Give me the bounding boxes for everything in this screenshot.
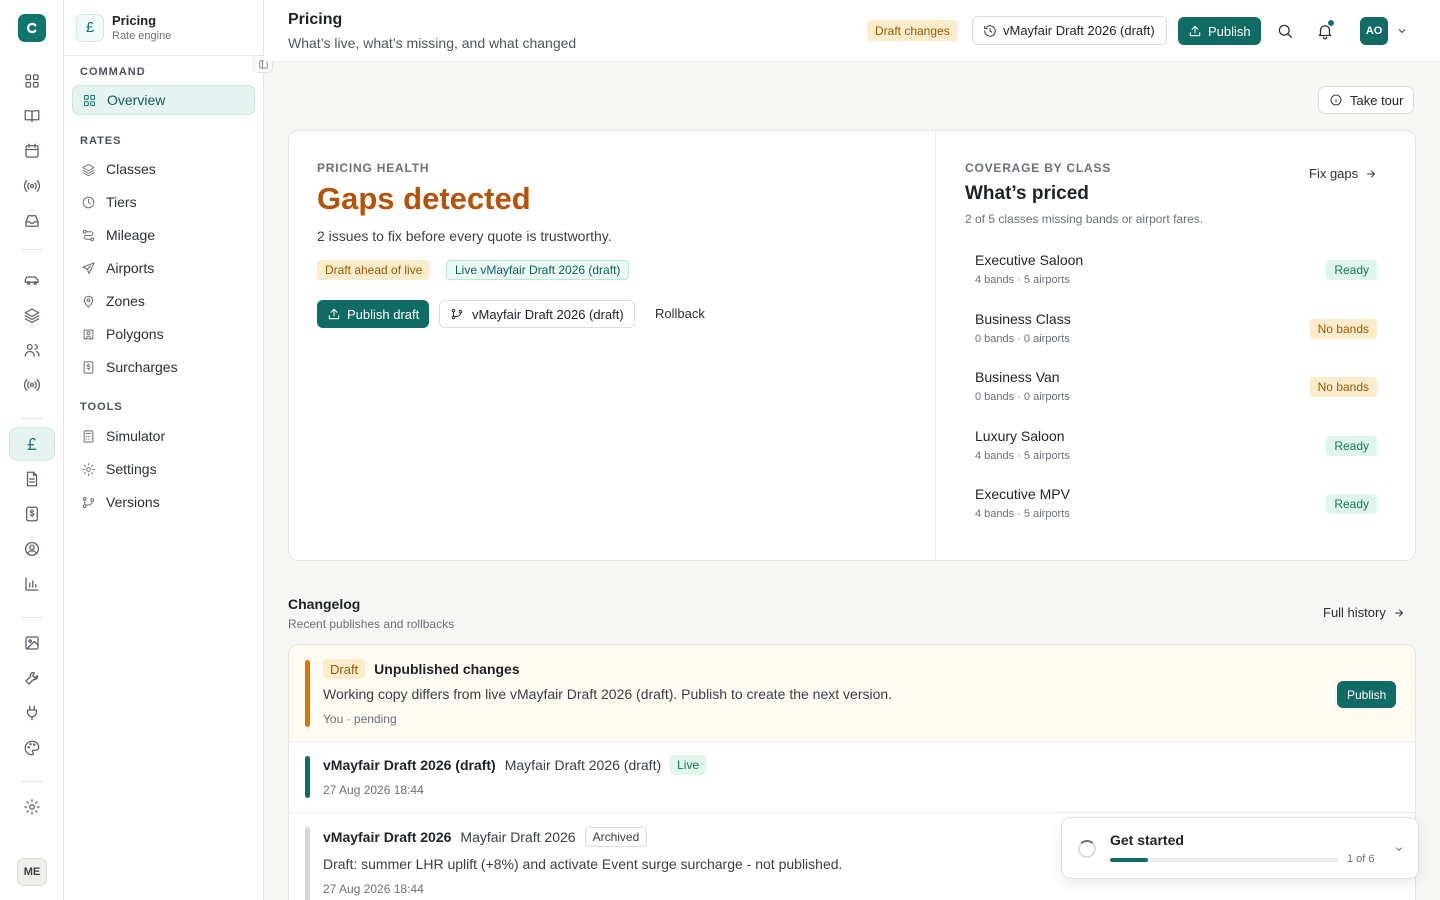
entry-name: Mayfair Draft 2026 (460, 829, 576, 845)
account-avatar[interactable]: AO (1360, 17, 1388, 45)
sidebar-item-label: Classes (106, 161, 156, 177)
publish-entry-button[interactable]: Publish (1337, 681, 1396, 708)
get-started-title: Get started (1110, 832, 1184, 848)
sidebar-item-simulator[interactable] (72, 421, 255, 451)
progress-spinner-icon (1078, 840, 1096, 858)
entry-text: Draft: summer LHR uplift (+8%) and activate Event surge surcharge - not published. (323, 856, 843, 872)
image-icon[interactable] (14, 627, 50, 659)
search-icon (1276, 22, 1294, 40)
section-command: COMMAND (80, 66, 146, 78)
fix-gaps-label: Fix gaps (1309, 166, 1359, 181)
sidebar-item-label: Settings (106, 461, 157, 477)
clock-icon (81, 195, 96, 210)
get-started-progress (1110, 858, 1339, 862)
version-button[interactable] (439, 300, 635, 328)
archived-badge: Archived (585, 827, 648, 847)
sidebar-item-label: Zones (106, 293, 145, 309)
upload-icon (327, 307, 341, 321)
progress-fill (1110, 858, 1148, 862)
entry-header (323, 827, 647, 847)
status-bar (305, 756, 310, 798)
info-icon (1329, 93, 1343, 107)
pricing-health-kicker: PRICING HEALTH (317, 161, 430, 175)
status-badge: Ready (1326, 494, 1377, 514)
class-meta: 4 bands · 5 airports (975, 450, 1070, 462)
rail-divider (21, 249, 43, 250)
changelog-subtitle: Recent publishes and rollbacks (288, 617, 455, 631)
class-meta: 0 bands · 0 airports (975, 333, 1070, 345)
arrow-right-icon (1365, 168, 1377, 180)
coverage-kicker: COVERAGE BY CLASS (965, 161, 1112, 175)
status-badge: No bands (1310, 377, 1377, 397)
rail-divider (21, 617, 43, 618)
entry-meta: 27 Aug 2026 18:44 (323, 783, 424, 797)
entry-text: Working copy differs from live vMayfair Draft 2026 (draft). Publish to create the next version. (323, 686, 893, 702)
section-rates: RATES (80, 135, 122, 147)
get-started-widget[interactable] (1061, 817, 1419, 879)
expand-toggle[interactable] (1393, 842, 1407, 856)
top-header (264, 0, 1440, 62)
notifications-button[interactable] (1314, 20, 1336, 42)
git-branch-icon (81, 495, 96, 510)
version-label: vMayfair Draft 2026 (draft) (1003, 23, 1155, 38)
draft-changes-badge: Draft changes (867, 20, 958, 41)
wrench-icon[interactable] (14, 662, 50, 694)
sidebar-header (64, 0, 263, 56)
sidebar-item-label: Simulator (106, 428, 166, 444)
coverage-description: 2 of 5 classes missing bands or airport fares. (965, 212, 1204, 226)
status-badge: No bands (1310, 319, 1377, 339)
user-circle-icon[interactable] (14, 533, 50, 565)
class-name: Executive MPV (975, 486, 1070, 502)
rail-divider (21, 418, 43, 419)
class-name: Luxury Saloon (975, 428, 1065, 444)
pound-icon[interactable] (9, 427, 55, 461)
pricing-health-description: 2 issues to fix before every quote is trustworthy. (317, 228, 612, 244)
card-divider (935, 131, 936, 560)
inbox-icon[interactable] (14, 205, 50, 237)
take-tour-label: Take tour (1350, 92, 1404, 108)
fix-gaps-link[interactable] (1309, 166, 1377, 181)
entry-header (323, 659, 529, 679)
full-history-link[interactable] (1323, 605, 1405, 620)
class-name: Executive Saloon (975, 252, 1084, 268)
status-badge: Ready (1326, 436, 1377, 456)
sidebar-item-mileage[interactable] (72, 220, 255, 250)
sidebar-item-overview[interactable] (72, 85, 255, 115)
class-meta: 4 bands · 5 airports (975, 274, 1070, 286)
sidebar-item-label: Overview (107, 92, 166, 108)
publish-button[interactable] (1178, 17, 1261, 45)
live-badge: Live (670, 755, 706, 775)
logo-icon (23, 19, 41, 37)
user-avatar[interactable]: ME (17, 858, 47, 886)
take-tour-button[interactable] (1318, 86, 1414, 114)
class-name: Business Class (975, 311, 1071, 327)
sidebar-item-label: Airports (106, 260, 155, 276)
upload-icon (1188, 24, 1202, 38)
app-logo[interactable] (18, 14, 46, 42)
search-button[interactable] (1274, 20, 1296, 42)
plane-icon (81, 261, 96, 276)
sidebar-item-label: Surcharges (106, 359, 178, 375)
route-icon (81, 228, 96, 243)
notification-dot (1328, 20, 1334, 26)
publish-draft-label: Publish draft (347, 306, 420, 322)
document-icon[interactable] (14, 463, 50, 495)
sidebar (64, 0, 264, 900)
sidebar-item-classes[interactable] (72, 154, 255, 184)
pound-icon: £ (76, 14, 104, 42)
class-row[interactable] (965, 252, 1377, 298)
publish-label: Publish (1208, 23, 1251, 39)
entry-name: Mayfair Draft 2026 (draft) (504, 757, 662, 773)
sidebar-item-label: Versions (106, 494, 160, 510)
layers-icon[interactable] (14, 299, 50, 331)
entry-meta: You · pending (323, 712, 397, 726)
broadcast-icon[interactable] (14, 170, 50, 202)
sidebar-item-polygons[interactable] (72, 319, 255, 349)
overview-card (288, 130, 1416, 561)
coverage-title: What’s priced (965, 183, 1089, 204)
rail-divider (21, 781, 43, 782)
chevron-down-icon (1393, 843, 1405, 855)
draft-badge: Draft (323, 659, 365, 679)
class-meta: 4 bands · 5 airports (975, 508, 1070, 520)
section-tools: TOOLS (80, 401, 123, 413)
changelog-entry[interactable] (289, 742, 1415, 813)
class-row[interactable] (965, 428, 1377, 474)
sidebar-item-tiers[interactable] (72, 187, 255, 217)
map-pin-icon (81, 294, 96, 309)
page-subtitle: What’s live, what’s missing, and what changed (288, 35, 577, 51)
class-row[interactable] (965, 369, 1377, 415)
entry-title: Unpublished changes (374, 661, 520, 677)
sidebar-title: Pricing (112, 13, 157, 28)
polygon-icon (81, 327, 96, 342)
history-icon (983, 24, 997, 38)
rollback-button[interactable]: Rollback (655, 306, 705, 321)
get-started-count: 1 of 6 (1347, 853, 1375, 865)
entry-header (323, 755, 706, 775)
layers-icon (81, 162, 96, 177)
chevron-down-icon (1396, 25, 1408, 37)
sidebar-item-airports[interactable] (72, 253, 255, 283)
sidebar-subtitle: Rate engine (112, 30, 172, 42)
sidebar-item-settings[interactable] (72, 454, 255, 484)
account-menu-toggle[interactable] (1396, 22, 1410, 40)
status-bar (305, 660, 310, 727)
entry-version: vMayfair Draft 2026 (323, 829, 452, 845)
palette-icon[interactable] (14, 732, 50, 764)
bar-chart-icon[interactable] (14, 568, 50, 600)
sidebar-item-zones[interactable] (72, 286, 255, 316)
radio-icon[interactable] (14, 369, 50, 401)
users-icon[interactable] (14, 334, 50, 366)
calculator-icon (81, 429, 96, 444)
sidebar-item-label: Mileage (106, 227, 156, 243)
version-selector[interactable] (972, 16, 1167, 45)
status-bar (305, 827, 310, 900)
draft-ahead-chip: Draft ahead of live (317, 260, 430, 280)
class-name: Business Van (975, 369, 1060, 385)
book-icon[interactable] (14, 100, 50, 132)
changelog-entry (289, 645, 1415, 742)
grid-icon[interactable] (14, 65, 50, 97)
class-row[interactable] (965, 486, 1377, 532)
class-row[interactable] (965, 311, 1377, 357)
settings-icon[interactable] (14, 791, 50, 823)
pricing-health-title: Gaps detected (317, 181, 531, 216)
gear-icon (81, 462, 96, 477)
full-history-label: Full history (1323, 605, 1386, 620)
arrow-right-icon (1393, 607, 1405, 619)
changelog-title: Changelog (288, 596, 361, 612)
publish-draft-button[interactable] (317, 300, 429, 328)
plug-icon[interactable] (14, 697, 50, 729)
dollar-doc-icon[interactable] (14, 498, 50, 530)
version-button-label: vMayfair Draft 2026 (draft) (472, 306, 624, 322)
status-badge: Ready (1326, 260, 1377, 280)
sidebar-item-label: Tiers (106, 194, 137, 210)
sidebar-item-versions[interactable] (72, 487, 255, 517)
icon-rail (0, 0, 64, 900)
sidebar-item-label: Polygons (106, 326, 164, 342)
page-title: Pricing (288, 11, 343, 28)
calendar-icon[interactable] (14, 135, 50, 167)
car-icon[interactable] (14, 264, 50, 296)
git-branch-icon (450, 307, 464, 321)
entry-meta: 27 Aug 2026 18:44 (323, 882, 424, 896)
live-version-chip: Live vMayfair Draft 2026 (draft) (446, 260, 629, 280)
sidebar-item-surcharges[interactable] (72, 352, 255, 382)
entry-version: vMayfair Draft 2026 (draft) (323, 757, 496, 773)
grid-icon (82, 93, 97, 108)
dollar-doc-icon (81, 360, 96, 375)
class-meta: 0 bands · 0 airports (975, 391, 1070, 403)
